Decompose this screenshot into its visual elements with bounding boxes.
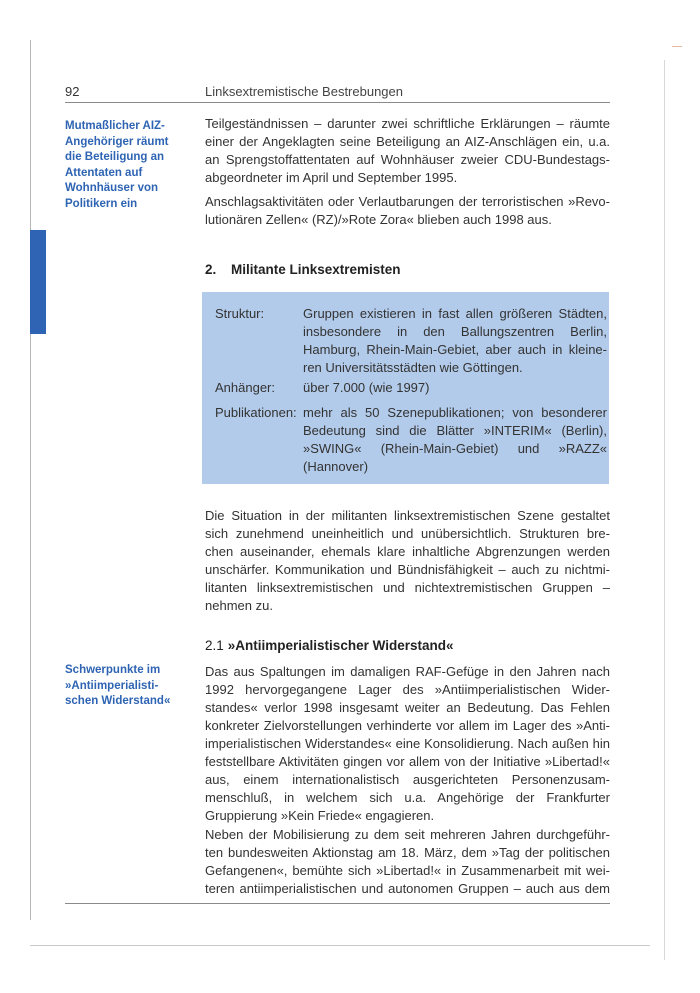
info-value-line: Bedeutung sind die Blätter »INTERIM« (Berlin),: [303, 423, 607, 438]
footer-rule: [65, 903, 610, 904]
margin-note-line: die Beteiligung an: [65, 151, 165, 163]
scan-artifact: [672, 46, 682, 47]
info-value: [303, 305, 607, 377]
page-number: 92: [65, 84, 80, 99]
header-rule: [65, 102, 610, 103]
info-label: Anhänger:: [215, 380, 275, 395]
text-line: litanten linksextremistischen und nichtextremistischen Gruppen –: [205, 580, 610, 595]
text-line: standes« verlor 1998 insgesamt weiter an Bedeutung. Das Fehlen: [205, 700, 610, 715]
text-line: Teilgeständnissen – darunter zwei schriftliche Erklärungen – räumte: [205, 116, 610, 131]
paragraph-libertad: [205, 826, 610, 898]
info-value-line: mehr als 50 Szenepublikationen; von besonderer: [303, 405, 607, 420]
text-line: 1992 hervorgegangene Lager des »Antiimperialistischen Wider-: [205, 682, 610, 697]
info-label: Struktur:: [215, 306, 265, 321]
info-label: Publikationen:: [215, 405, 297, 420]
info-value-line: Hamburg, Rhein-Main-Gebiet, aber auch in kleine-: [303, 342, 607, 357]
text-line: feststellbare Aktivitäten gingen vor allem von der Initiative »Libertad!«: [205, 754, 610, 769]
info-value-line: über 7.000 (wie 1997): [303, 380, 430, 395]
info-value-line: (Hannover): [303, 459, 369, 474]
text-line: chen auseinander, ehemals klare inhaltliche Abgrenzungen werden: [205, 544, 610, 559]
text-line: konkreter Zielvorstellungen verhinderte vor allem im Lager des »Anti-: [205, 718, 610, 733]
subsection-title: »Antiimperialistischer Widerstand«: [227, 638, 454, 653]
text-line: nehmen zu.: [205, 598, 273, 613]
text-line: abgeordneter im April und September 1995.: [205, 170, 458, 185]
paragraph-raf-lager: [205, 663, 610, 825]
text-line: aus, einem internationalistisch ausgerichteten Personenzusam-: [205, 772, 610, 787]
info-value: [303, 404, 607, 476]
margin-note-antiimp: [65, 663, 190, 710]
text-line: Die Situation in der militanten linksextremistischen Szene gestaltet: [205, 508, 610, 523]
text-line: lutionären Zellen« (RZ)/»Rote Zora« blieben auch 1998 aus.: [205, 212, 552, 227]
paragraph-aiz-confession: [205, 115, 610, 187]
paragraph-rz-rote-zora: [205, 193, 610, 229]
text-line: Das aus Spaltungen im damaligen RAF-Gefüge in den Jahren nach: [205, 664, 610, 679]
text-line: einer der Angeklagten seine Beteiligung an AIZ-Anschlägen ein, u.a.: [205, 134, 610, 149]
text-line: Anschlagsaktivitäten oder Verlautbarungen der terroristischen »Revo-: [205, 194, 610, 209]
info-row-publikationen: [215, 404, 607, 476]
margin-note-line: Schwerpunkte im: [65, 664, 161, 676]
margin-note-line: »Antiimperialisti-: [65, 679, 159, 692]
section-heading-militante: [205, 262, 401, 277]
section-number: 2.: [205, 262, 217, 277]
subsection-heading-antiimp: [205, 638, 453, 653]
info-value-line: insbesondere in den Ballungszentren Berlin,: [303, 324, 607, 339]
text-line: ten bundesweiten Aktionstag am 18. März, dem »Tag der politischen: [205, 845, 610, 860]
margin-note-line: Attentaten auf: [65, 166, 143, 179]
info-value-line: ren Universitätsstädten wie Göttingen.: [303, 360, 523, 375]
info-value: [303, 379, 607, 397]
scan-edge-line: [30, 945, 650, 946]
text-line: imperialistischen Widerstandes« eine Konsolidierung. Nach außen hin: [205, 736, 610, 751]
text-line: teren antiimperialistischen und autonomen Gruppen – auch aus dem: [205, 881, 610, 896]
paragraph-situation: [205, 507, 610, 615]
section-title: Militante Linksextremisten: [231, 262, 401, 277]
text-line: sich zunehmend uneinheitlich und unübersichtlich. Strukturen bre-: [205, 526, 610, 541]
margin-note-aiz: [65, 119, 190, 212]
scan-edge-line: [664, 60, 665, 960]
text-line: Gefangenen«, bemühte sich »Libertad!« in Zusammenarbeit mit wei-: [205, 863, 610, 878]
info-box: [202, 292, 609, 484]
info-value-line: »SWING« (Rhein-Main-Gebiet) und »RAZZ«: [303, 441, 607, 456]
margin-note-line: Wohnhäuser von: [65, 182, 159, 194]
info-value-line: Gruppen existieren in fast allen größeren Städten,: [303, 306, 607, 321]
margin-note-line: Angehöriger räumt: [65, 135, 169, 148]
running-head: Linksextremistische Bestrebungen: [205, 84, 403, 99]
text-line: Neben der Mobilisierung zu dem seit mehreren Jahren durchgeführ-: [205, 827, 610, 842]
margin-note-line: Mutmaßlicher AIZ-: [65, 120, 165, 132]
text-line: an Sprengstoffattentaten auf Wohnhäuser zweier CDU-Bundestags-: [205, 152, 610, 167]
page-edge-line: [30, 40, 31, 920]
margin-note-line: Politikern ein: [65, 197, 138, 210]
subsection-number: 2.1: [205, 638, 224, 653]
info-row-struktur: [215, 305, 607, 377]
margin-note-line: schen Widerstand«: [65, 695, 171, 707]
info-row-anhaenger: [215, 379, 607, 397]
text-line: menschluß, in welchem sich u.a. Angehörige der Frankfurter: [205, 790, 610, 805]
text-line: unschärfer. Kommunikation und Bündnisfähigkeit – auch zu nichtmi-: [205, 562, 610, 577]
chapter-tab-marker: [30, 230, 46, 334]
text-line: Gruppierung »Kein Friede« engagieren.: [205, 808, 435, 823]
